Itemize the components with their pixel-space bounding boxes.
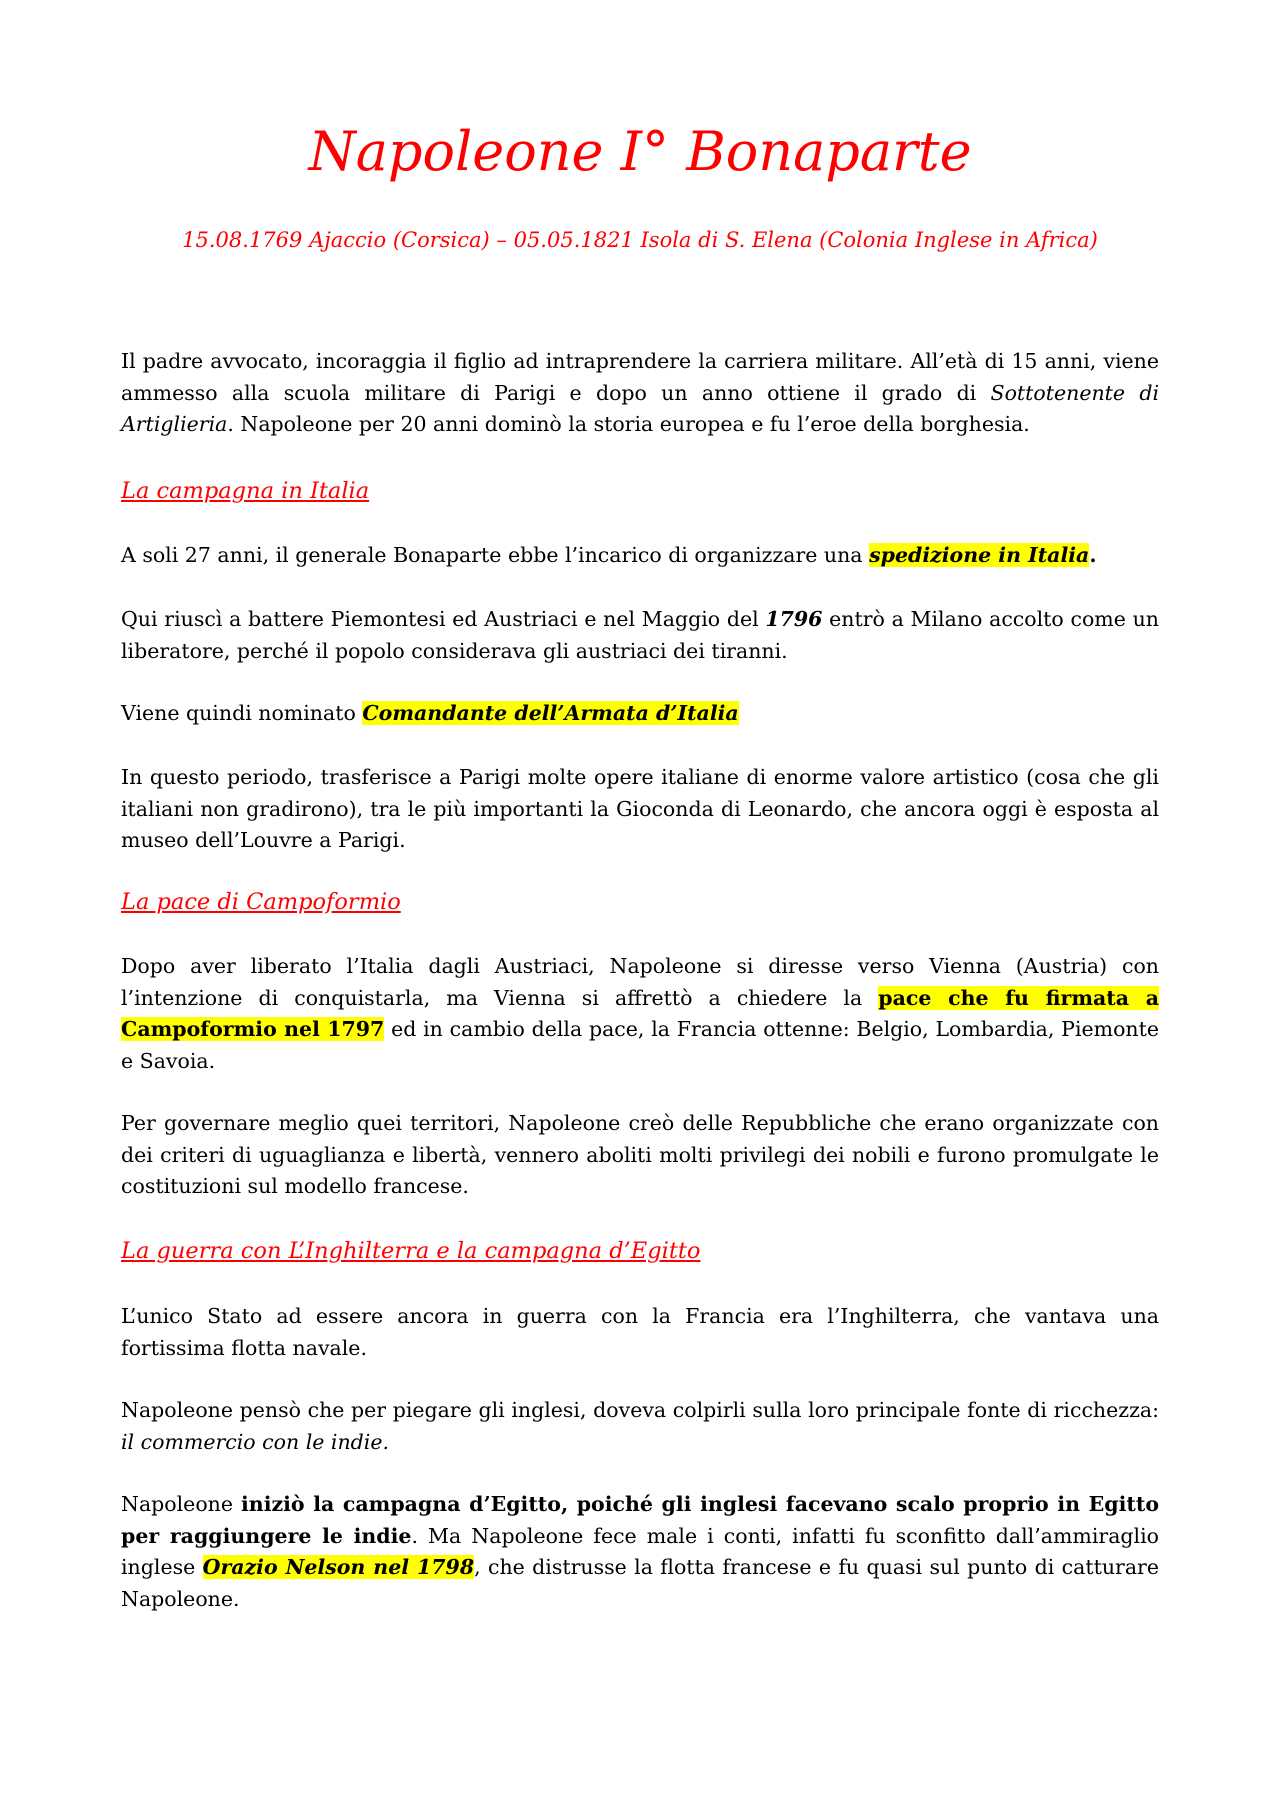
- egitto-3-text-3: , che distrusse la flotta francese e fu quasi sul punto di catturare Napoleone.: [121, 1555, 1159, 1611]
- intro-paragraph: [121, 346, 1159, 441]
- italy-2-text-1: Qui riuscì a battere Piemontesi ed Austriaci e nel Maggio del: [121, 607, 766, 631]
- paragraph-egitto-2: [121, 1395, 1159, 1458]
- highlight-nelson: Orazio Nelson nel 1798: [202, 1555, 475, 1579]
- paragraph-egitto-1: L’unico Stato ad essere ancora in guerra con la Francia era l’Inghilterra, che vantava una fortissima flotta navale.: [121, 1304, 1159, 1360]
- section-heading-italy: La campagna in Italia: [121, 478, 370, 504]
- highlight-comandante: Comandante dell’Armata d’Italia: [362, 701, 739, 725]
- campoformio-1-text-2: ed in cambio della pace, la Francia ottenne: Belgio, Lombardia, Piemonte e Savoia.: [121, 1017, 1160, 1073]
- intro-rank: Sottotenente di Artiglieria: [121, 380, 1159, 436]
- intro-text-1: Il padre avvocato, incoraggia il figlio ad intraprendere la carriera militare. All’età di 15 anni, viene ammesso alla scuola militare di Parigi e dopo un anno ottiene il grado di: [121, 349, 1159, 405]
- highlight-pace-campoformio: pace che fu firmata a Campoformio nel 1797: [121, 985, 1160, 1041]
- italy-2-text-2: entrò a Milano accolto come un liberatore, perché il popolo considerava gli austriaci dei tiranni.: [121, 607, 1159, 663]
- paragraph-italy-4: In questo periodo, trasferisce a Parigi molte opere italiane di enorme valore artistico (cosa che gli italiani non gradirono), tra le più importanti la Gioconda di Leonardo, che ancora oggi è esposta al museo dell’Louvre a Parigi.: [121, 765, 1159, 852]
- intro-text-2: . Napoleone per 20 anni dominò la storia europea e fu l’eroe della borghesia.: [227, 412, 1030, 436]
- paragraph-italy-1: [121, 540, 1159, 572]
- paragraph-egitto-3: [121, 1489, 1159, 1615]
- italy-1-end: .: [1089, 543, 1097, 567]
- paragraph-italy-2: [121, 604, 1159, 667]
- egitto-3-bold: iniziò la campagna d’Egitto, poiché gli inglesi facevano scalo proprio in Egitto per raggiungere le indie: [121, 1492, 1159, 1548]
- italy-3-text: Viene quindi nominato: [121, 701, 363, 725]
- campoformio-1-text-1: Dopo aver liberato l’Italia dagli Austriaci, Napoleone si diresse verso Vienna (Austria) con l’intenzione di conquistarla, ma Vienna si affrettò a chiedere la: [121, 954, 1159, 1010]
- page-subtitle: 15.08.1769 Ajaccio (Corsica) – 05.05.1821 Isola di S. Elena (Colonia Inglese in Africa): [182, 228, 1098, 252]
- egitto-2-commercio: il commercio con le indie.: [121, 1429, 389, 1454]
- egitto-2-text: Napoleone pensò che per piegare gli inglesi, doveva colpirli sulla loro principale fonte di ricchezza:: [121, 1398, 1159, 1422]
- egitto-3-text-2: . Ma Napoleone fece male i conti, infatti fu sconfitto dall’ammiraglio inglese: [121, 1523, 1159, 1579]
- paragraph-campoformio-2: Per governare meglio quei territori, Napoleone creò delle Repubbliche che erano organizzate con dei criteri di uguaglianza e libertà, vennero aboliti molti privilegi dei nobili e furono promulgate le costituzioni sul modello francese.: [121, 1111, 1159, 1198]
- egitto-3-text-1: Napoleone: [121, 1492, 241, 1516]
- section-heading-egitto: La guerra con L’Inghilterra e la campagna d’Egitto: [121, 1238, 701, 1264]
- italy-1-text: A soli 27 anni, il generale Bonaparte ebbe l’incarico di organizzare una: [121, 543, 870, 567]
- section-heading-campoformio: La pace di Campoformio: [121, 889, 401, 915]
- highlight-spedizione: spedizione in Italia: [869, 543, 1090, 567]
- year-1796: 1796: [765, 607, 823, 631]
- page-title: Napoleone I° Bonaparte: [308, 120, 972, 183]
- paragraph-italy-3: [121, 698, 1159, 730]
- paragraph-campoformio-1: [121, 951, 1159, 1077]
